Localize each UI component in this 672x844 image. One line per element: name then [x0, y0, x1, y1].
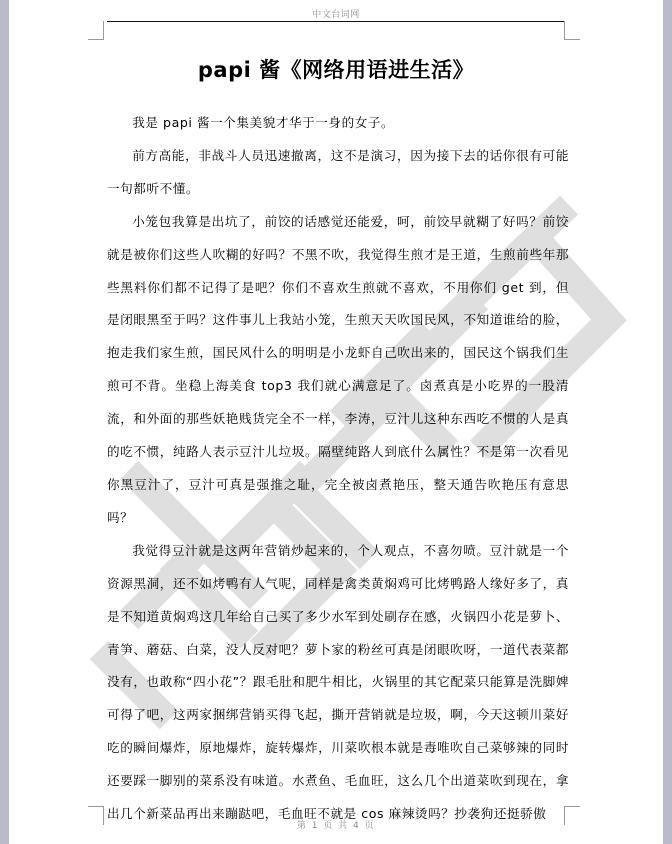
margin-mark-top-right: [564, 21, 580, 40]
margin-mark-top-left: [88, 21, 104, 40]
left-window-border: [0, 0, 9, 844]
right-window-border: [663, 0, 672, 844]
paragraph: 我觉得豆汁就是这两年营销炒起来的，个人观点，不喜勿喷。豆汁就是一个资源黑洞，还不如烤鸭有人气呢，同样是禽类黄焖鸡可比烤鸭路人缘好多了，真是不知道黄焖鸡这几年给自己买了多少水军到处刷存在感，火锅四小花是萝卜、青笋、蘑菇、白菜，没人反对吧？萝卜家的粉丝可真是闭眼吹呀，一道代表菜都没有，也敢称“四小花”？跟毛肚和肥牛相比，火锅里的其它配菜只能算是洗脚婢可得了吧，这两家捆绑营销买得飞起，撕开营销就是垃圾，啊，今天这顿川菜好吃的瞬间爆炸，原地爆炸，旋转爆炸，川菜吹根本就是毒唯吹自己菜够辣的同时还要踩一脚别的菜系没有味道。水煮鱼、毛血旺，这么几个出道菜吹到现在，拿出几个新菜品再出来蹦跶吧，毛血旺不就是 cos 麻辣烫吗？抄袭狗还挺骄傲: [107, 542, 569, 822]
page-header: 中文台词网: [312, 10, 360, 20]
document-title: papi 酱《网络用语进生活》: [197, 58, 475, 82]
header-divider: [107, 21, 565, 22]
document-body: [107, 107, 569, 831]
paragraph: 我是 papi 酱一个集美貌才华于一身的女子。: [132, 115, 395, 130]
paragraph: 小笼包我算是出坑了，前饺的话感觉还能爱，呵，前饺早就糊了好吗？前饺就是被你们这些人吹糊的好吗？不黑不吹，我觉得生煎才是王道，生煎前些年那些黑料你们都不记得了是吧？你们不喜欢生煎就不喜欢，不用你们 get 到，但是闭眼黑至于吗？这件事儿上我站小笼，生煎天天吹国民风，不知道谁给的脸，抱走我们家生煎，国民风什么的明明是小龙虾自己吹出来的，国民这个锅我们生煎可不背。坐稳上海美食 top3 我们就心满意足了。卤煮真是小吃界的一股清流，和外面的那些妖艳贱货完全不一样，李涛，豆汁儿这种东西吃不惯的人是真的吃不惯，纯路人表示豆汁儿垃圾。隔壁纯路人到底什么属性？不是第一次看见你黑豆汁了，豆汁可真是强推之耻，完全被卤煮艳压，整天通告吹艳压有意思吗？: [107, 213, 569, 525]
page-footer: 第 1 页 共 4 页: [296, 821, 376, 831]
document-page: [9, 0, 663, 844]
paragraph: 前方高能，非战斗人员迅速撤离，这不是演习，因为接下去的话你很有可能一句都听不懂。: [107, 147, 569, 196]
